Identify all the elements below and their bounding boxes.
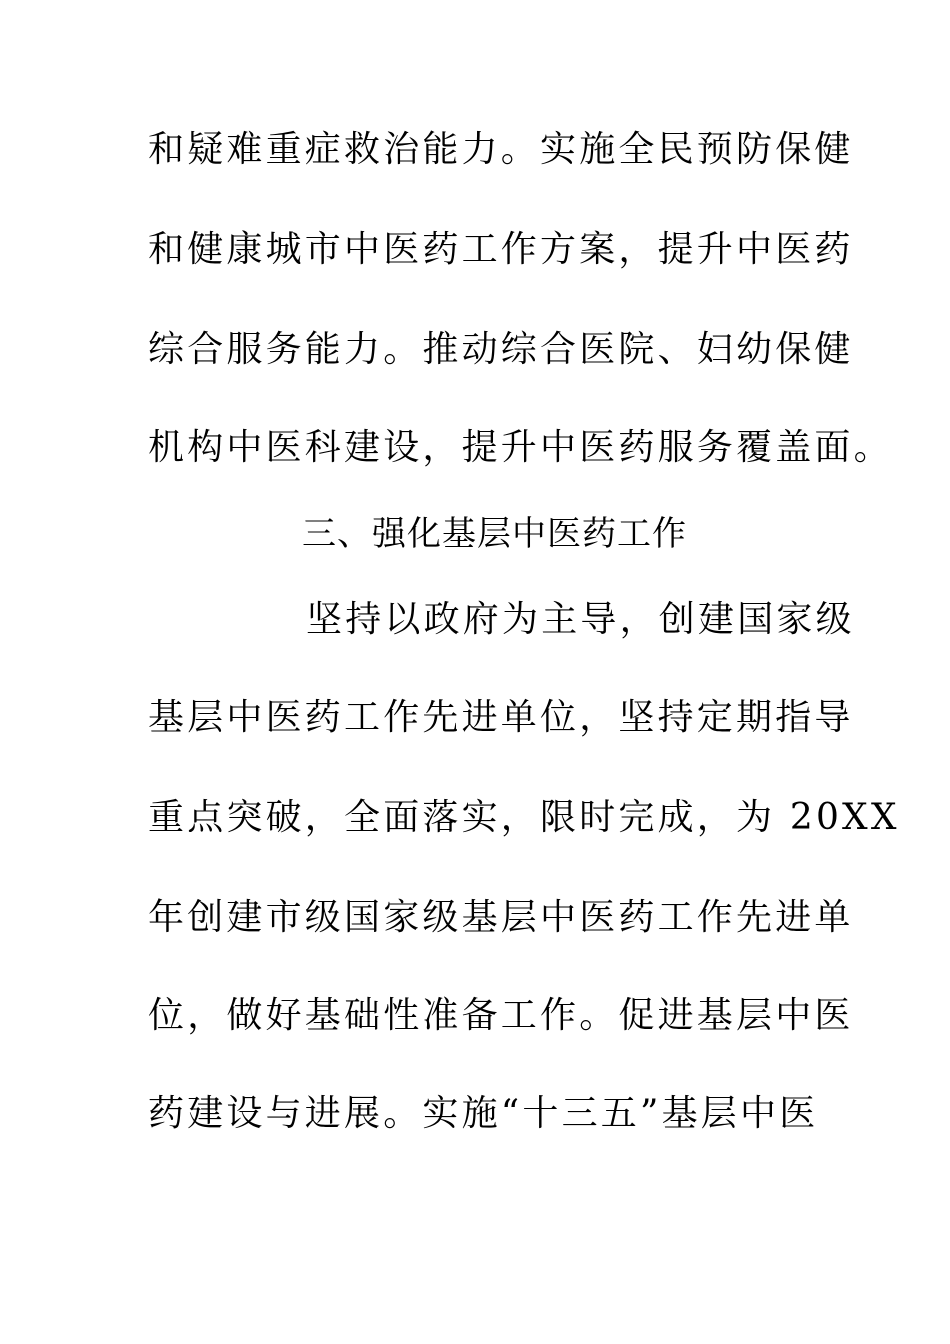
- body-text-line: 和健康城市中医药工作方案，提升中医药: [148, 229, 854, 270]
- body-text-line: 位，做好基础性准备工作。促进基层中医: [148, 995, 854, 1036]
- body-text-line: 综合服务能力。推动综合医院、妇幼保健: [148, 329, 854, 370]
- body-text-line: 重点突破，全面落实，限时完成，为 20XX: [148, 797, 900, 838]
- body-text-line: 药建设与进展。实施“十三五”基层中医: [148, 1093, 819, 1134]
- section-heading: 三、强化基层中医药工作: [302, 514, 687, 554]
- body-text-line: 基层中医药工作先进单位，坚持定期指导: [148, 697, 854, 738]
- body-text-line: 坚持以政府为主导，创建国家级: [306, 599, 855, 640]
- body-text-line: 和疑难重症救治能力。实施全民预防保健: [148, 129, 854, 170]
- body-text-line: 机构中医科建设，提升中医药服务覆盖面。: [148, 427, 893, 468]
- body-text-line: 年创建市级国家级基层中医药工作先进单: [148, 897, 854, 938]
